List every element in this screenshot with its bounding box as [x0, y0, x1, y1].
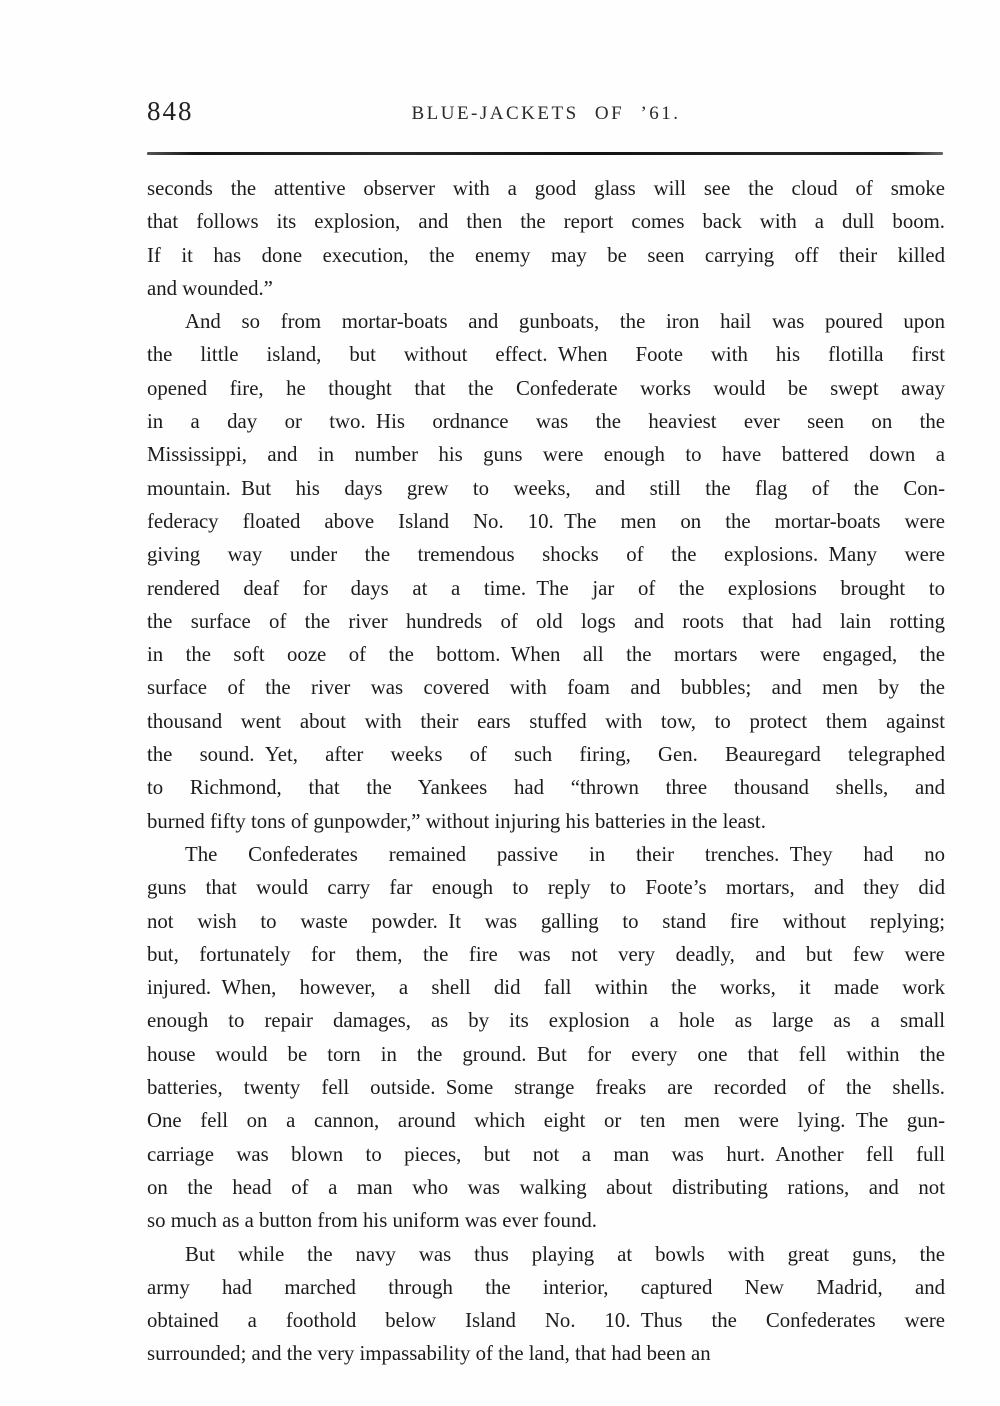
text-line: But while the navy was thus playing at bowls with great guns, the [185, 1242, 945, 1266]
text-line: and wounded.” [147, 276, 273, 300]
text-line: injured. When, however, a shell did fall within the works, it made work [147, 976, 945, 1000]
text-line: federacy floated above Island No. 10. The men on the mortar-boats were [147, 509, 945, 533]
paragraph [147, 305, 945, 838]
text-line: in the soft ooze of the bottom. When all the mortars were engaged, the [147, 643, 945, 667]
text-line: One fell on a cannon, around which eight or ten men were lying. The gun- [147, 1109, 945, 1133]
page-body [147, 172, 945, 1371]
text-line: obtained a foothold below Island No. 10. Thus the Confederates were [147, 1309, 945, 1333]
header-divider-rule [147, 152, 943, 155]
text-line: seconds the attentive observer with a good glass will see the cloud of smoke [147, 177, 945, 200]
text-line: army had marched through the interior, captured New Madrid, and [147, 1275, 945, 1299]
text-line: but, fortunately for them, the fire was not very deadly, and but few were [147, 942, 945, 966]
text-line: burned fifty tons of gunpowder,” without injuring his batteries in the least. [147, 809, 766, 833]
text-line: not wish to waste powder. It was galling to stand fire without replying; [147, 909, 945, 933]
text-line: thousand went about with their ears stuffed with tow, to protect them against [147, 709, 945, 733]
text-line: And so from mortar-boats and gunboats, the iron hail was poured upon [185, 310, 945, 334]
paragraph [147, 1238, 945, 1371]
text-line: the little island, but without effect. When Foote with his flotilla first [147, 343, 945, 367]
text-line: surrounded; and the very impassability of the land, that had been an [147, 1342, 711, 1366]
text-line: house would be torn in the ground. But for every one that fell within the [147, 1042, 945, 1066]
paragraph [147, 838, 945, 1238]
text-line: mountain. But his days grew to weeks, and still the flag of the Con- [147, 476, 945, 500]
text-line: in a day or two. His ordnance was the heaviest ever seen on the [147, 410, 945, 434]
text-line: batteries, twenty fell outside. Some strange freaks are recorded of the shells. [147, 1076, 945, 1100]
page-number: 848 [147, 96, 194, 126]
text-line: to Richmond, that the Yankees had “thrown three thousand shells, and [147, 776, 945, 800]
text-line: guns that would carry far enough to reply to Foote’s mortars, and they did [147, 876, 945, 900]
text-line: that follows its explosion, and then the report comes back with a dull boom. [147, 210, 945, 234]
text-line: opened fire, he thought that the Confederate works would be swept away [147, 376, 945, 400]
text-line: rendered deaf for days at a time. The jar of the explosions brought to [147, 576, 945, 600]
paragraph [147, 172, 945, 305]
text-line: The Confederates remained passive in their trenches. They had no [185, 842, 945, 866]
text-line: giving way under the tremendous shocks of the explosions. Many were [147, 543, 945, 567]
text-line: the sound. Yet, after weeks of such firing, Gen. Beauregard telegraphed [147, 743, 945, 767]
text-line: carriage was blown to pieces, but not a man was hurt. Another fell full [147, 1142, 945, 1166]
running-title: BLUE-JACKETS OF ’61. [411, 103, 681, 124]
text-line: enough to repair damages, as by its explosion a hole as large as a small [147, 1009, 945, 1033]
text-line: the surface of the river hundreds of old logs and roots that had lain rotting [147, 609, 945, 633]
page-header [147, 96, 945, 132]
text-line: surface of the river was covered with foam and bubbles; and men by the [147, 676, 945, 700]
text-line: on the head of a man who was walking about distributing rations, and not [147, 1175, 945, 1199]
text-line: so much as a button from his uniform was ever found. [147, 1209, 597, 1233]
text-line: If it has done execution, the enemy may be seen carrying off their killed [147, 243, 945, 267]
text-line: Mississippi, and in number his guns were enough to have battered down a [147, 443, 945, 467]
